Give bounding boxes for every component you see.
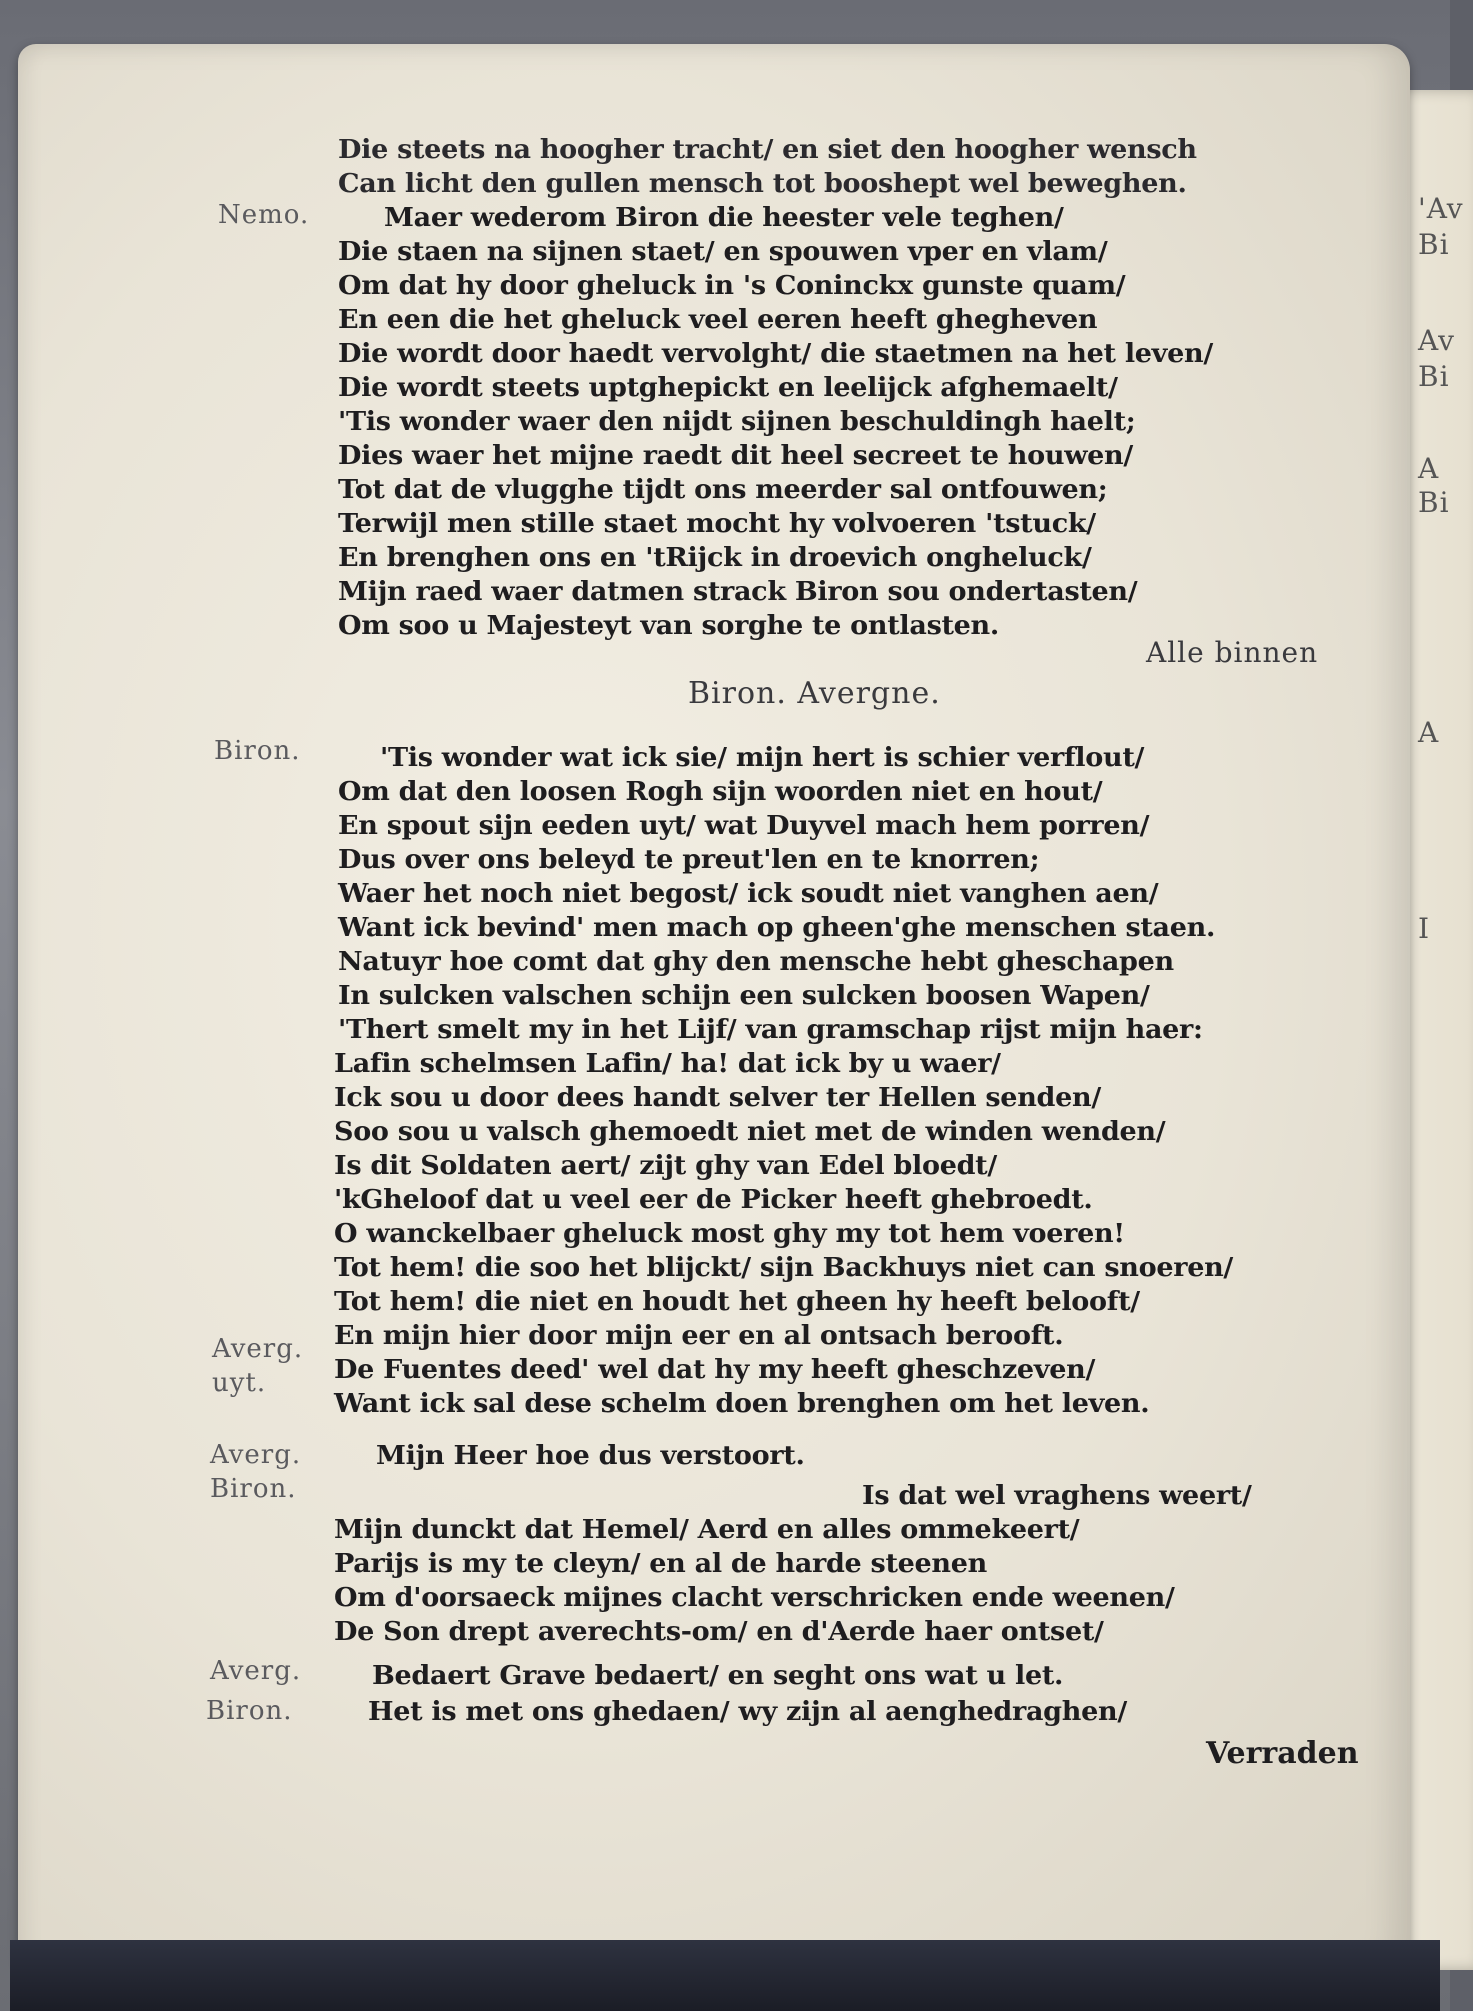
verse-line: Die wordt steets uptghepickt en leelijck afghemaelt/ xyxy=(338,372,1118,403)
verse-line: Mijn Heer hoe dus verstoort. xyxy=(376,1440,805,1471)
verse-line: Die staen na sijnen staet/ en spouwen vper en vlam/ xyxy=(338,236,1108,267)
verse-line: Om dat den loosen Rogh sijn woorden niet en hout/ xyxy=(338,776,1103,807)
verse-line: En mijn hier door mijn eer en al ontsach berooft. xyxy=(334,1320,1064,1351)
verse-line: Tot hem! die soo het blijckt/ sijn Backhuys niet can snoeren/ xyxy=(334,1252,1234,1283)
verse-line: Dies waer het mijne raedt dit heel secreet te houwen/ xyxy=(338,440,1133,471)
facing-page-mark: I xyxy=(1418,912,1431,945)
speaker-label: Biron. xyxy=(210,1474,297,1504)
verse-line: De Fuentes deed' wel dat hy my heeft gheschzeven/ xyxy=(334,1354,1096,1385)
facing-page-mark: A xyxy=(1418,452,1440,485)
verse-line: Can licht den gullen mensch tot booshept wel beweghen. xyxy=(338,168,1187,199)
verse-line: Want ick sal dese schelm doen brenghen om het leven. xyxy=(334,1388,1150,1419)
verse-line: O wanckelbaer gheluck most ghy my tot hem voeren! xyxy=(334,1218,1125,1249)
verse-line: En een die het gheluck veel eeren heeft ghegheven xyxy=(338,304,1098,335)
verse-line: 'kGheloof dat u veel eer de Picker heeft ghebroedt. xyxy=(334,1184,1093,1215)
facing-page-mark: Bi xyxy=(1418,486,1450,519)
verse-line: 'Tis wonder waer den nijdt sijnen beschuldingh haelt; xyxy=(338,406,1136,437)
facing-page-mark: Av xyxy=(1418,324,1455,357)
verse-line: Om d'oorsaeck mijnes clacht verschricken ende weenen/ xyxy=(334,1582,1175,1613)
verse-line: Om dat hy door gheluck in 's Coninckx gunste quam/ xyxy=(338,270,1126,301)
verse-line: Is dat wel vraghens weert/ xyxy=(862,1480,1252,1511)
speaker-label: Averg. xyxy=(210,1440,302,1470)
verse-line: Het is met ons ghedaen/ wy zijn al aenghedraghen/ xyxy=(368,1696,1127,1727)
verse-line: En spout sijn eeden uyt/ wat Duyvel mach hem porren/ xyxy=(338,810,1150,841)
verse-line: Om soo u Majesteyt van sorghe te ontlasten. xyxy=(338,610,1000,641)
speaker-label: Biron. xyxy=(214,736,301,766)
facing-page-mark: 'Av xyxy=(1418,192,1464,225)
speaker-label: Averg. xyxy=(212,1334,304,1364)
catchword: Verraden xyxy=(1206,1736,1359,1771)
verse-line: En brenghen ons en 'tRijck in droevich ongheluck/ xyxy=(338,542,1092,573)
verse-line: Maer wederom Biron die heester vele teghen/ xyxy=(384,202,1064,233)
facing-page-mark: Bi xyxy=(1418,360,1450,393)
facing-page-mark: Bi xyxy=(1418,228,1450,261)
verse-line: Mijn dunckt dat Hemel/ Aerd en alles ommekeert/ xyxy=(334,1514,1080,1545)
facing-page-mark: A xyxy=(1418,716,1440,749)
stage-direction: Alle binnen xyxy=(1146,636,1319,669)
verse-line: Terwijl men stille staet mocht hy volvoeren 'tstuck/ xyxy=(338,508,1096,539)
scene-heading: Biron. Avergne. xyxy=(688,676,941,711)
verse-line: Bedaert Grave bedaert/ en seght ons wat u let. xyxy=(372,1660,1064,1691)
verse-line: Tot dat de vlugghe tijdt ons meerder sal ontfouwen; xyxy=(338,474,1108,505)
verse-line: Die steets na hoogher tracht/ en siet den hoogher wensch xyxy=(338,134,1197,165)
verse-line: In sulcken valschen schijn een sulcken boosen Wapen/ xyxy=(338,980,1150,1011)
verse-line: Soo sou u valsch ghemoedt niet met de winden wenden/ xyxy=(334,1116,1166,1147)
verse-line: Lafin schelmsen Lafin/ ha! dat ick by u waer/ xyxy=(334,1048,1001,1079)
verse-line: 'Thert smelt my in het Lijf/ van gramschap rijst mijn haer: xyxy=(338,1014,1203,1045)
verse-line: Waer het noch niet begost/ ick soudt niet vanghen aen/ xyxy=(338,878,1159,909)
verse-line: 'Tis wonder wat ick sie/ mijn hert is schier verflout/ xyxy=(380,742,1145,773)
speaker-label: uyt. xyxy=(212,1368,267,1398)
verse-line: Ick sou u door dees handt selver ter Hellen senden/ xyxy=(334,1082,1101,1113)
speaker-label: Biron. xyxy=(206,1696,293,1726)
verse-line: De Son drept averechts-om/ en d'Aerde haer ontset/ xyxy=(334,1616,1104,1647)
verse-line: Die wordt door haedt vervolght/ die staetmen na het leven/ xyxy=(338,338,1213,369)
verse-line: Is dit Soldaten aert/ zijt ghy van Edel bloedt/ xyxy=(334,1150,997,1181)
speaker-label: Nemo. xyxy=(218,200,310,230)
verse-line: Tot hem! die niet en houdt het gheen hy heeft belooft/ xyxy=(334,1286,1140,1317)
speaker-label: Averg. xyxy=(210,1656,302,1686)
verse-line: Want ick bevind' men mach op gheen'ghe menschen staen. xyxy=(338,912,1216,943)
verse-line: Natuyr hoe comt dat ghy den mensche hebt gheschapen xyxy=(338,946,1174,977)
verse-line: Parijs is my te cleyn/ en al de harde steenen xyxy=(334,1548,988,1579)
book-cover-edge xyxy=(10,1940,1440,2011)
verse-line: Mijn raed waer datmen strack Biron sou ondertasten/ xyxy=(338,576,1138,607)
verse-line: Dus over ons beleyd te preut'len en te knorren; xyxy=(338,844,1040,875)
